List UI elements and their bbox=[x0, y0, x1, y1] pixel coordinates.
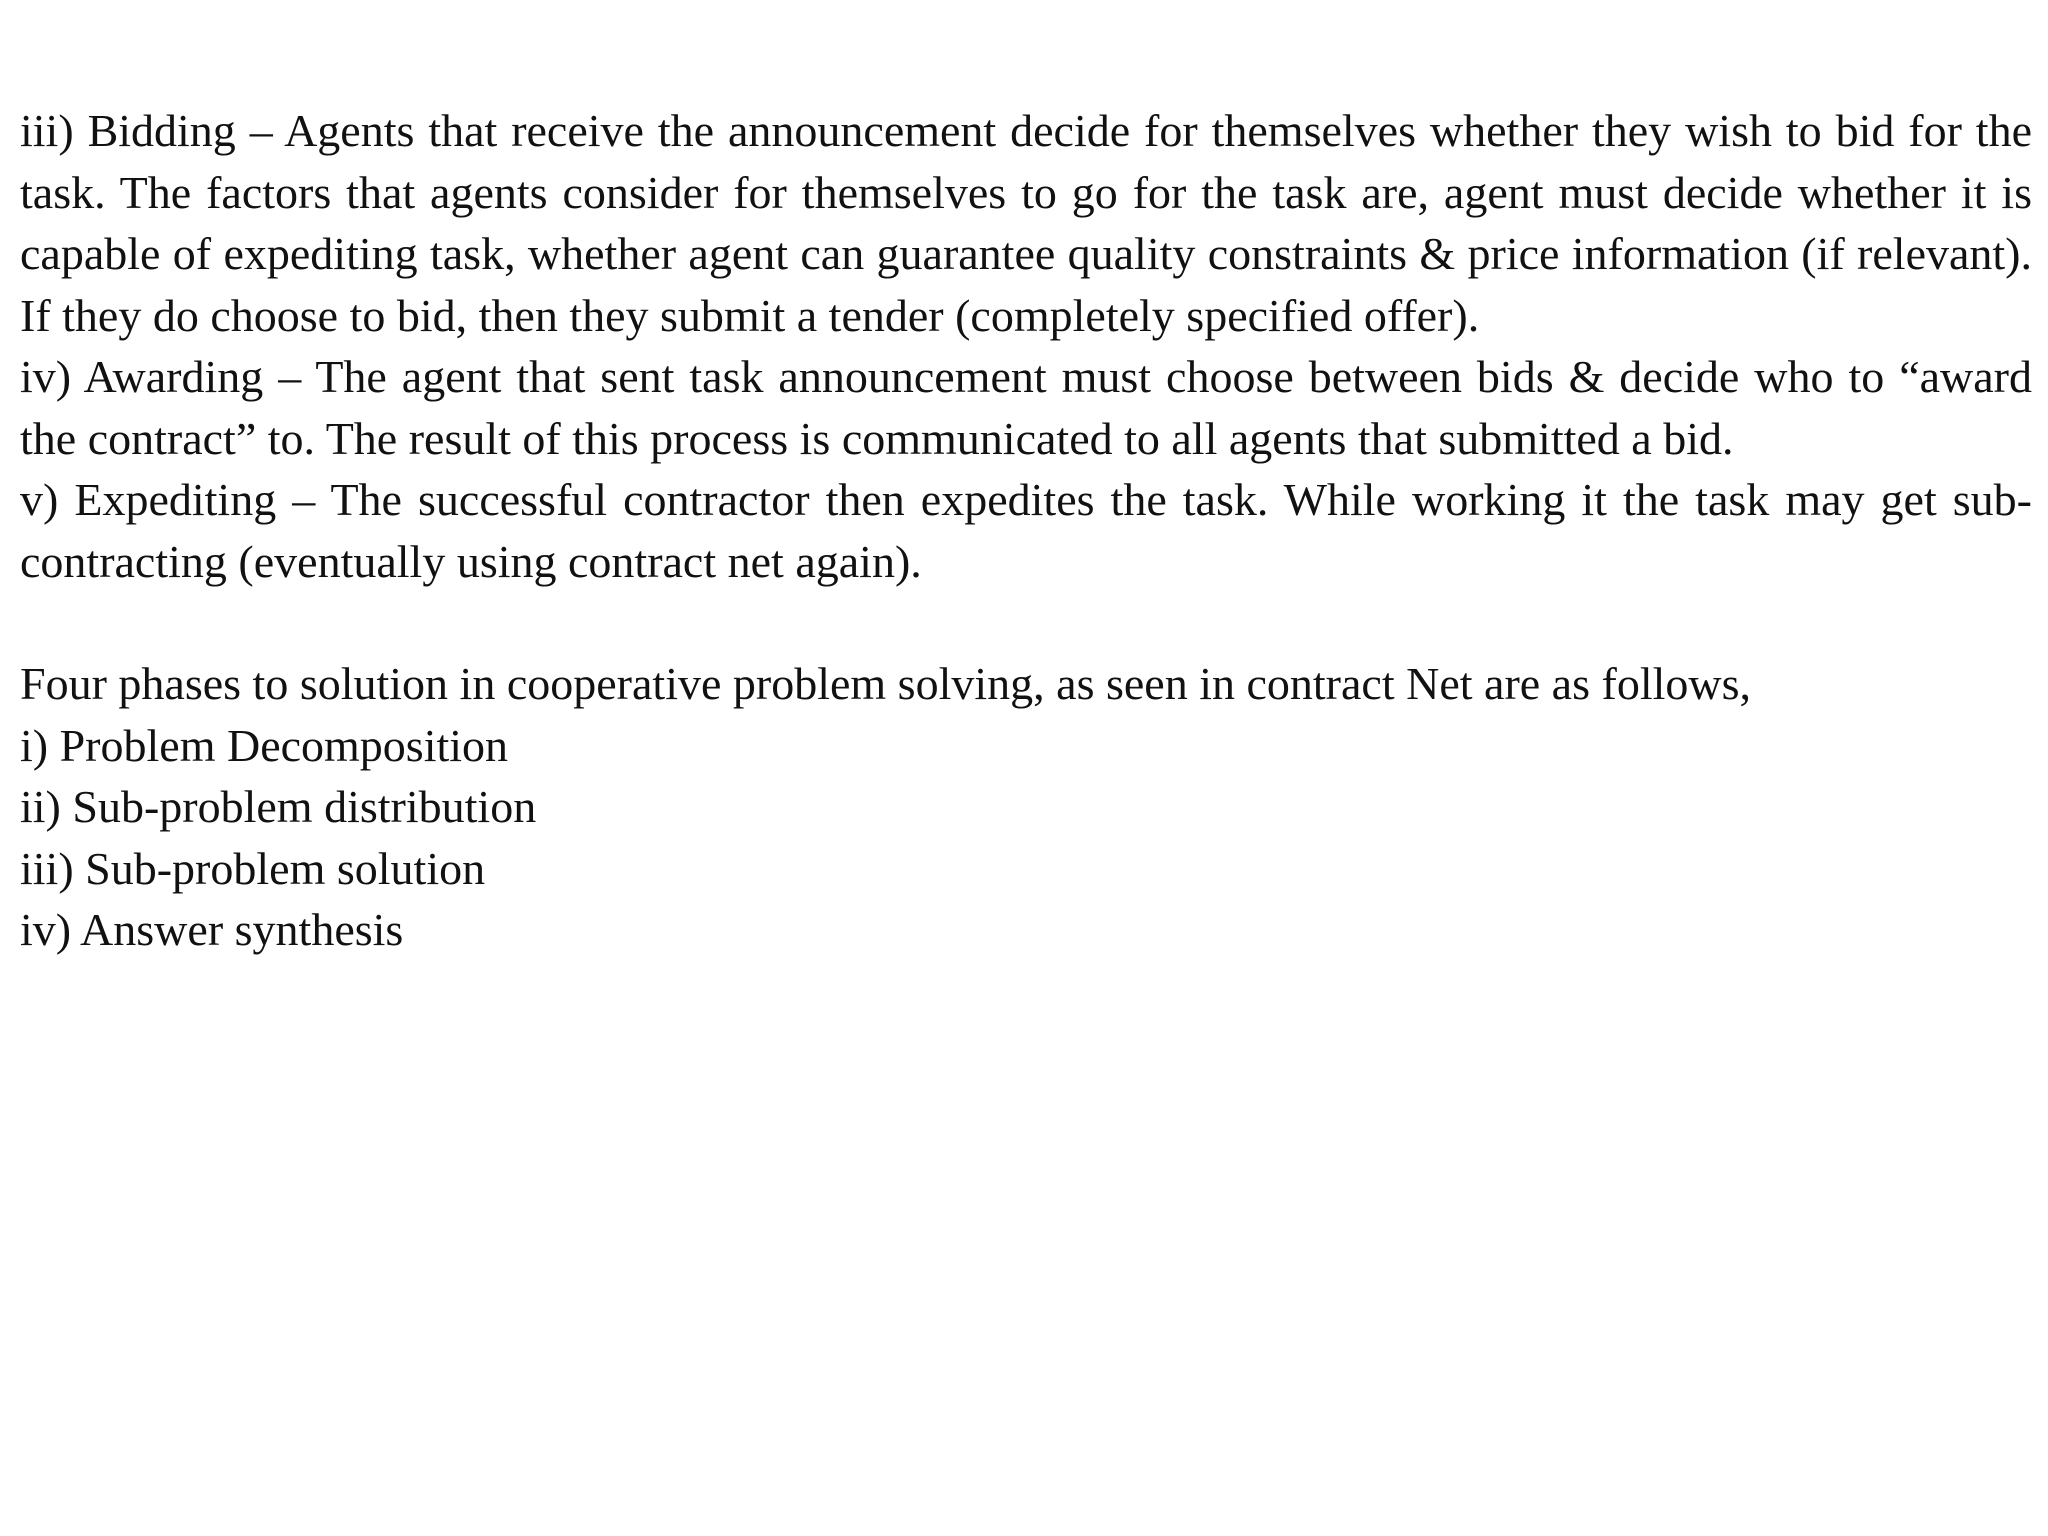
phase-item-distribution: ii) Sub-problem distribution bbox=[20, 781, 537, 832]
paragraph-spacer bbox=[20, 592, 2032, 653]
document-page bbox=[20, 100, 2032, 961]
phase-item-solution: iii) Sub-problem solution bbox=[20, 842, 486, 894]
step-awarding: iv) Awarding – The agent that sent task announcement must choose between bids & decide who to “award the contract” to. The result of this process is communicated to all agents that submitted a bid. bbox=[20, 351, 2032, 464]
step-expediting: v) Expediting – The successful contractor then expedites the task. While working it the task may get sub-contracting (eventually using contract net again). bbox=[20, 474, 2032, 587]
phase-item-synthesis: iv) Answer synthesis bbox=[20, 904, 404, 955]
step-bidding: iii) Bidding – Agents that receive the announcement decide for themselves whether they wish to bid for the task. The factors that agents consider for themselves to go for the task are, agent must decide whether it is capable of expediting task, whether agent can guarantee quality constraints & price information (if relevant). If they do choose to bid, then they submit a tender (completely specified offer). bbox=[20, 105, 2032, 341]
phase-item-decomposition: i) Problem Decomposition bbox=[20, 719, 509, 771]
phases-intro: Four phases to solution in cooperative problem solving, as seen in contract Net are as follows, bbox=[20, 658, 1751, 709]
